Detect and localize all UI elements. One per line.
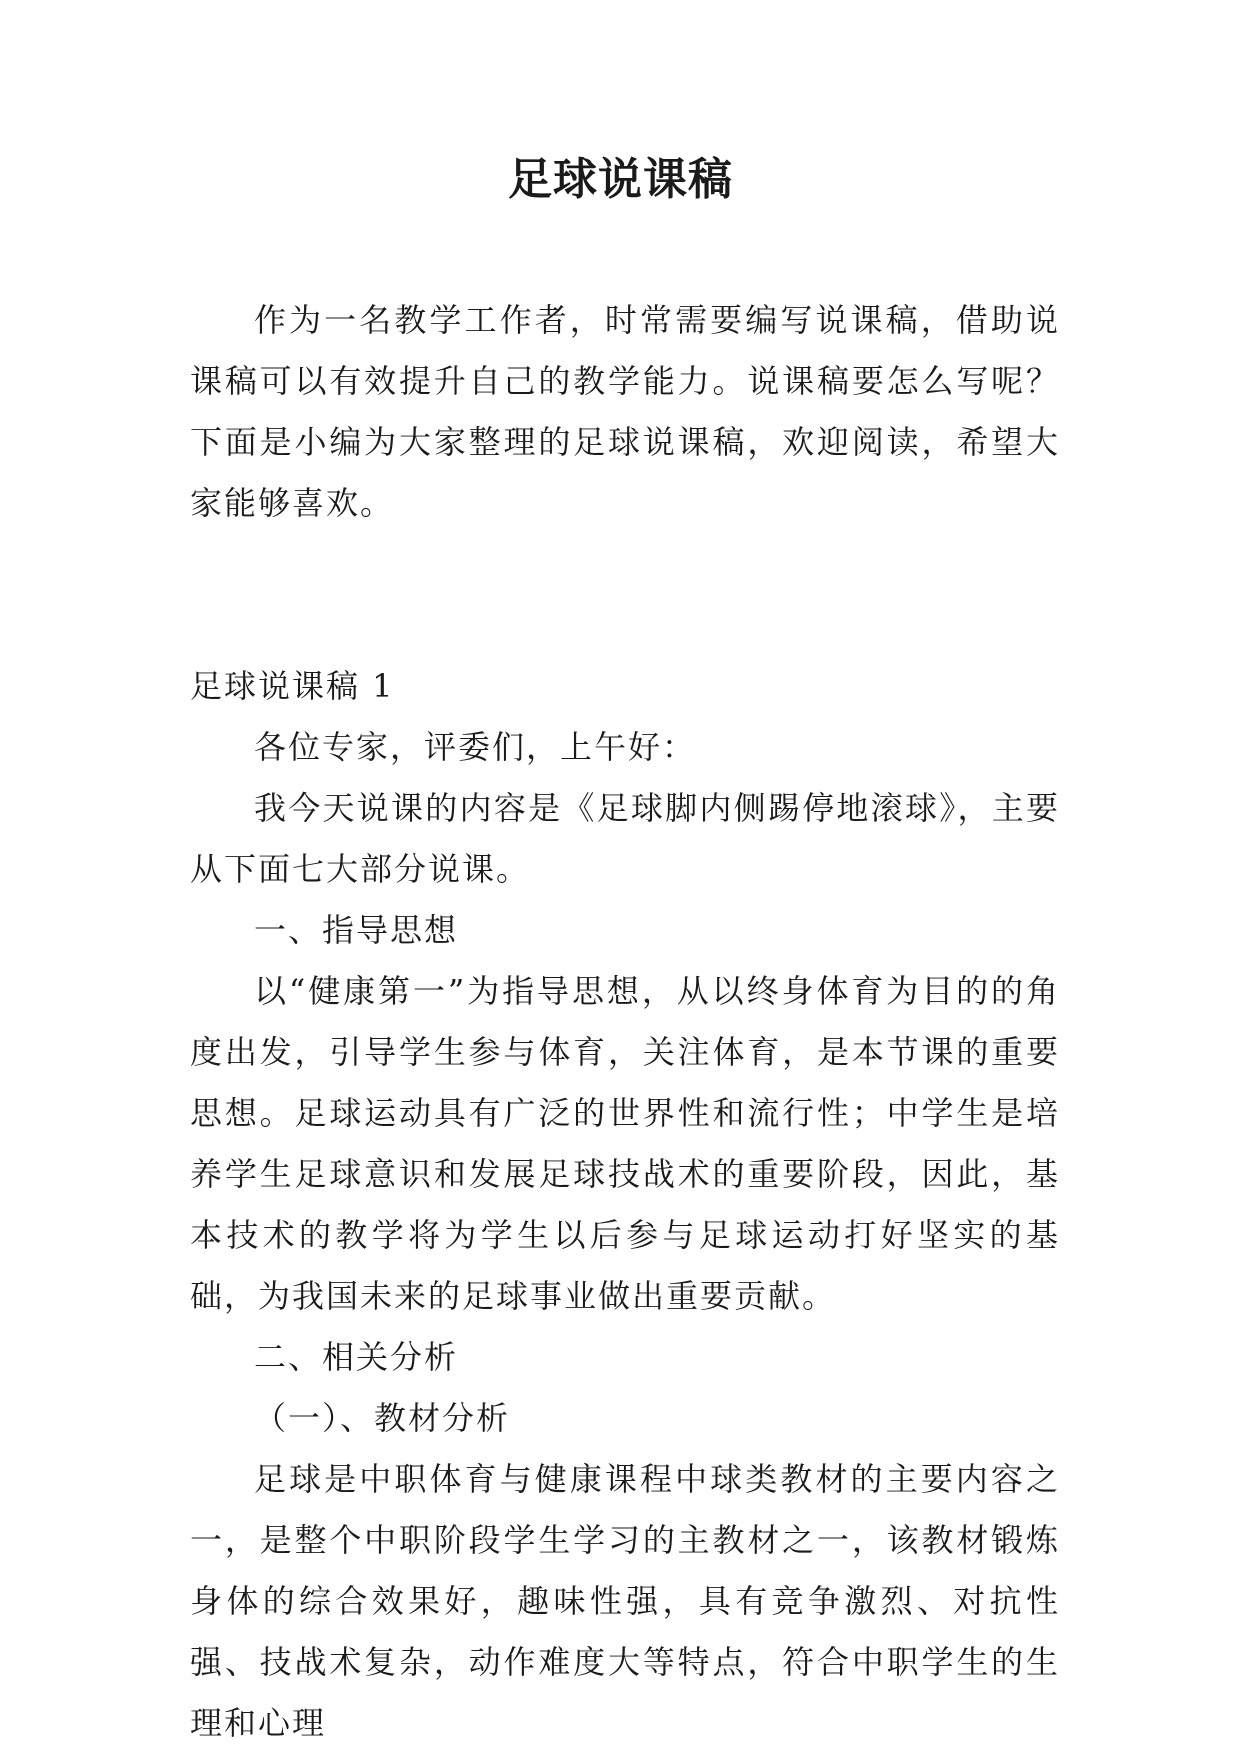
- document-body: [190, 290, 1060, 1754]
- topic-paragraph: 我今天说课的内容是《足球脚内侧踢停地滚球》，主要从下面七大部分说课。: [190, 789, 1060, 888]
- document-title: 足球说课稿: [508, 154, 733, 205]
- heading-analysis: 二、相关分析: [254, 1338, 459, 1376]
- heading-guiding-idea: 一、指导思想: [254, 911, 459, 949]
- section-spacer: [190, 534, 1060, 656]
- intro-paragraph: 作为一名教学工作者，时常需要编写说课稿，借助说课稿可以有效提升自己的教学能力。说课稿要怎么写呢？下面是小编为大家整理的足球说课稿，欢迎阅读，希望大家能够喜欢。: [190, 301, 1060, 522]
- material-analysis-paragraph: 足球是中职体育与健康课程中球类教材的主要内容之一，是整个中职阶段学生学习的主教材之一，该教材锻炼身体的综合效果好，趣味性强，具有竞争激烈、对抗性强、技战术复杂，动作难度大等特点，符合中职学生的生理和心理: [190, 1460, 1060, 1742]
- guiding-idea-paragraph: 以“健康第一”为指导思想，从以终身体育为目的的角度出发，引导学生参与体育，关注体育，是本节课的重要思想。足球运动具有广泛的世界性和流行性；中学生是培养学生足球意识和发展足球技战术的重要阶段，因此，基本技术的教学将为学生以后参与足球运动打好坚实的基础，为我国未来的足球事业做出重要贡献。: [190, 972, 1060, 1315]
- section-heading: 足球说课稿 1: [190, 667, 395, 705]
- greeting-paragraph: 各位专家，评委们，上午好：: [254, 728, 697, 766]
- heading-material-analysis: （一）、教材分析: [254, 1399, 511, 1437]
